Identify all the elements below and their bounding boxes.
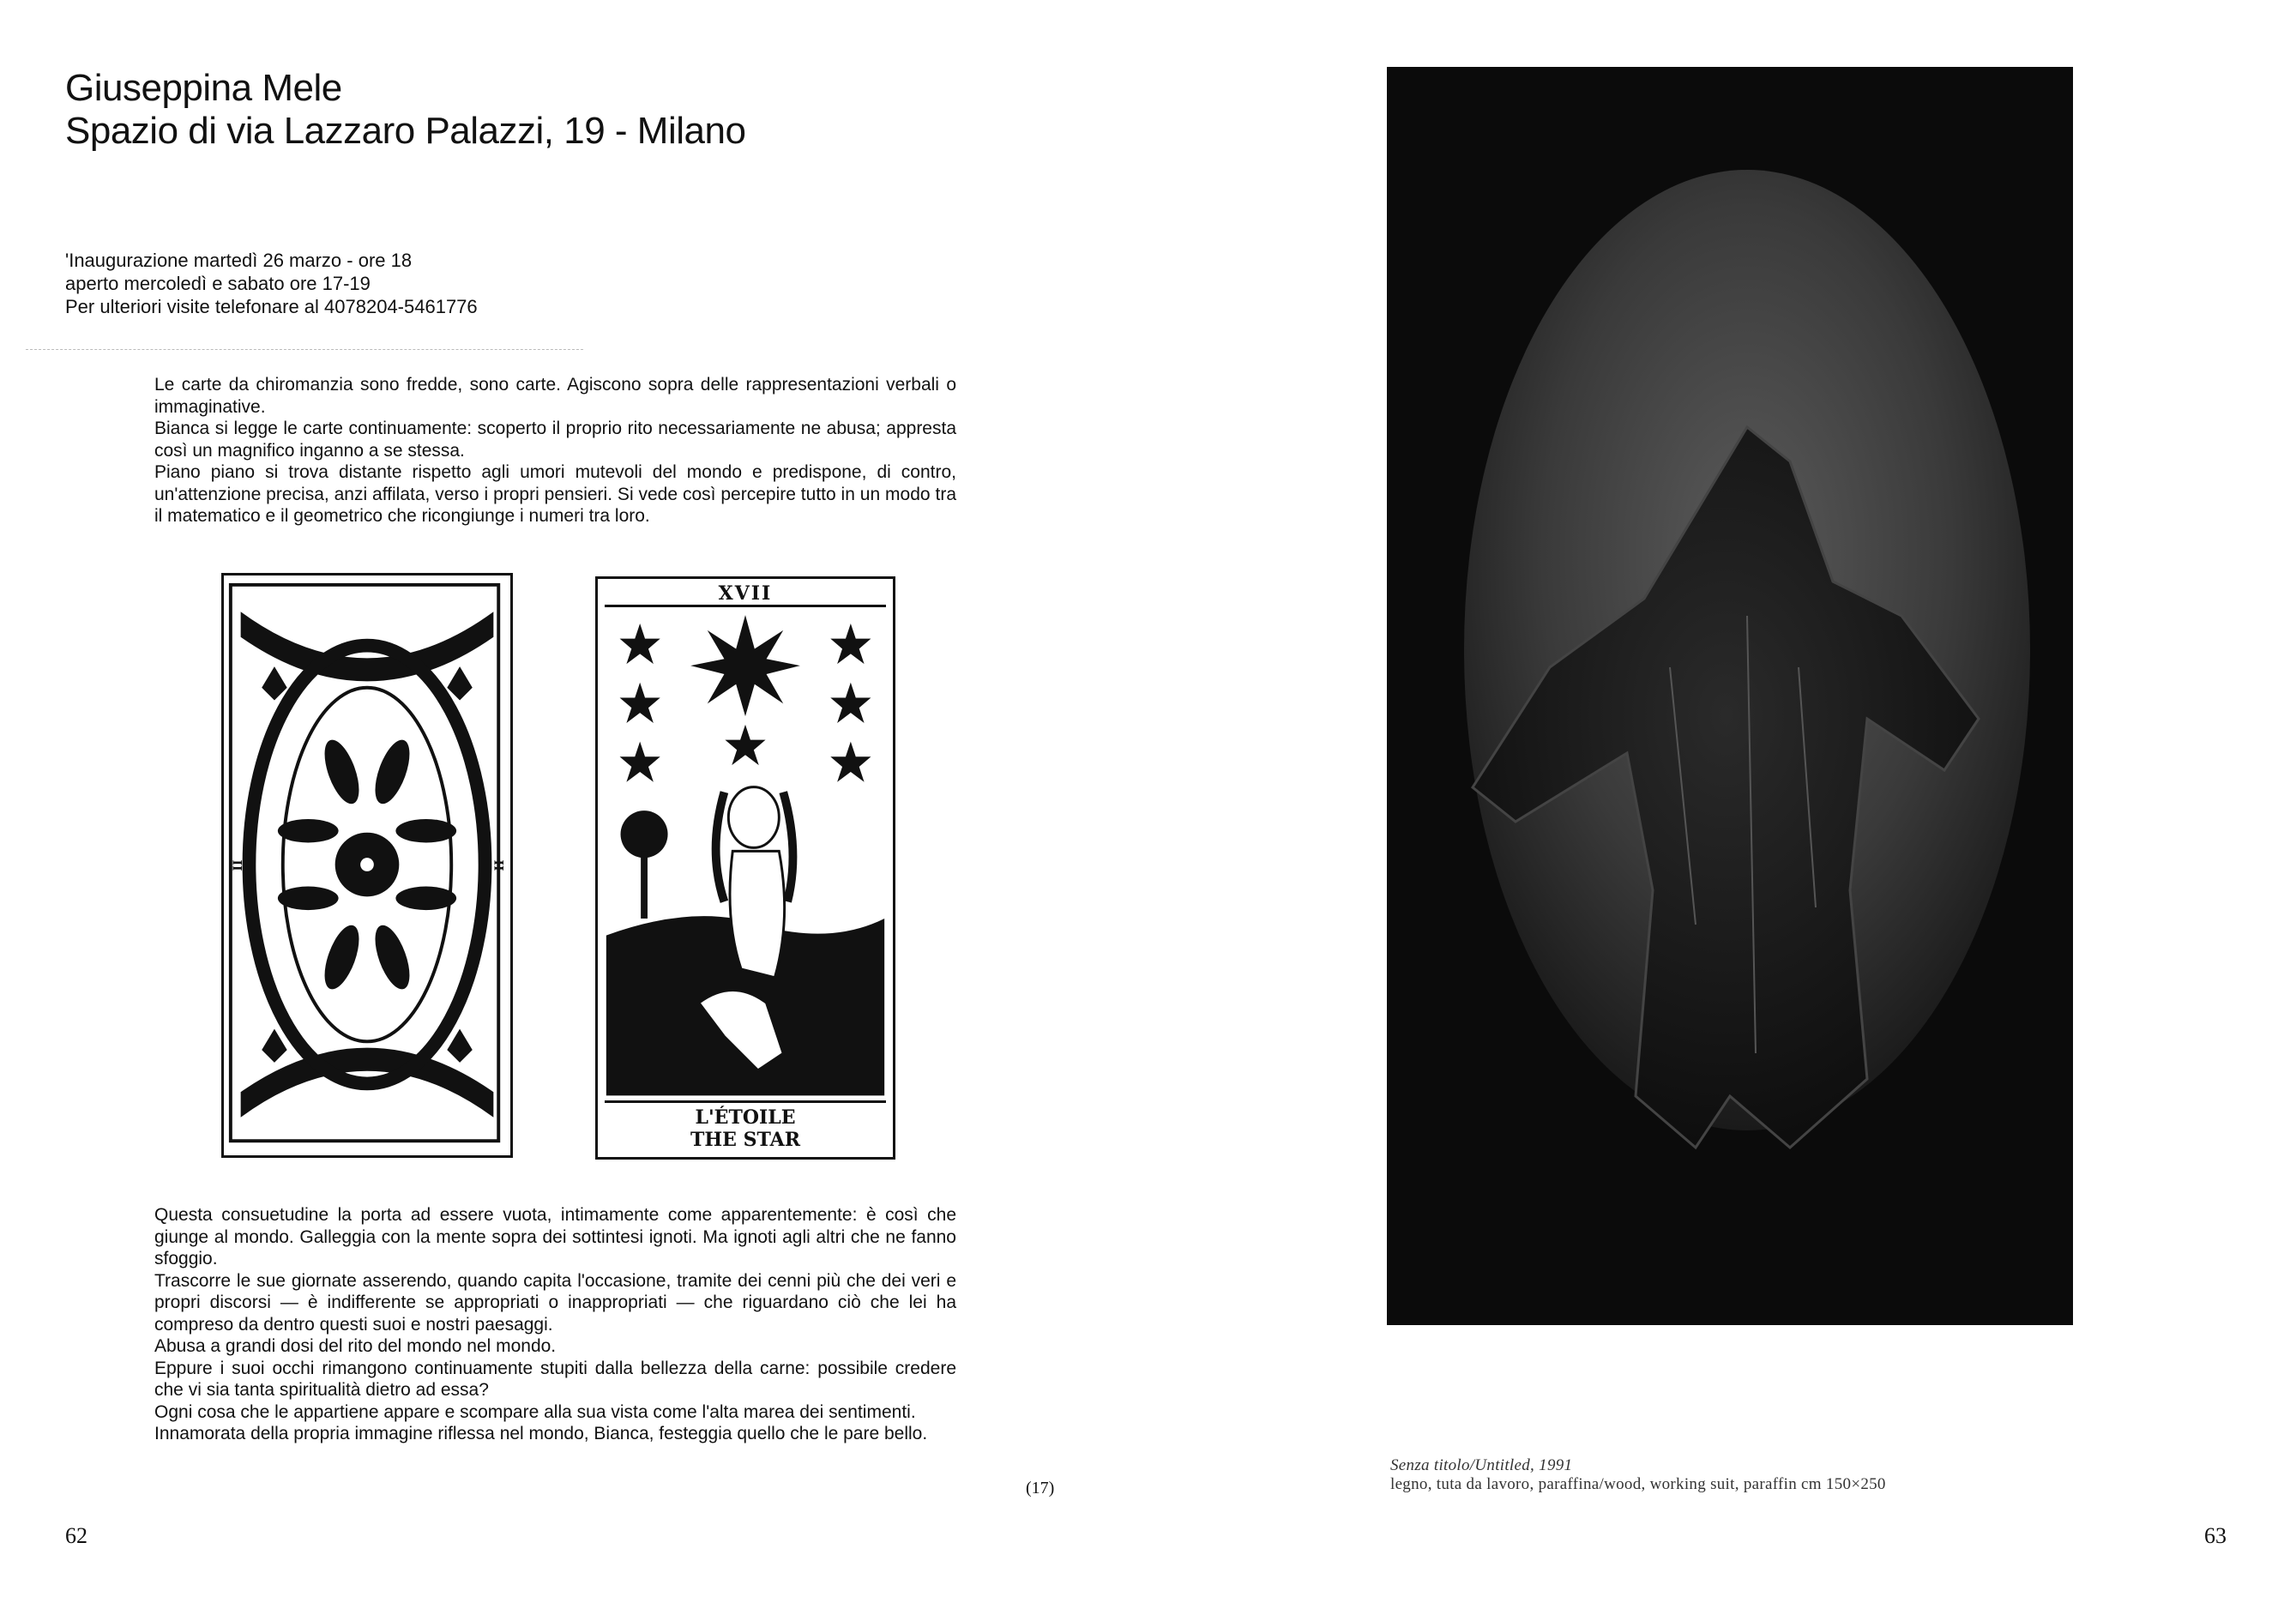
artist-name: Giuseppina Mele bbox=[65, 67, 342, 109]
body-paragraph: Eppure i suoi occhi rimangono continuamente stupiti dalla bellezza della carne: possibile credere che vi sia tanta spiritualità dietro ad essa? bbox=[154, 1358, 956, 1400]
right-page bbox=[1148, 0, 2296, 1621]
tarot-card-star bbox=[595, 576, 895, 1160]
intro-paragraph: Le carte da chiromanzia sono fredde, sono carte. Agiscono sopra delle rappresentazioni verbali o immaginative. bbox=[154, 375, 956, 417]
body-paragraph: Trascorre le sue giornate asserendo, quando capita l'occasione, tramite dei cenni più che dei veri e propri discorsi — è indifferente se appropriati o inappropriati — che riguardano ciò che lei ha compreso da dentro questi suoi e nostri paesaggi. bbox=[154, 1270, 956, 1335]
body-paragraph: Abusa a grandi dosi del rito del mondo nel mondo. bbox=[154, 1336, 557, 1356]
caption-materials: legno, tuta da lavoro, paraffina/wood, working suit, paraffin cm 150×250 bbox=[1390, 1475, 1886, 1493]
body-paragraph: Questa consuetudine la porta ad essere vuota, intimamente come apparentemente: è così che giunge al mondo. Galleggia con la mente sopra dei sottintesi ignoti. Ma ignoti agli altri che ne fanno sfoggio. bbox=[154, 1205, 956, 1268]
caption-title: Senza titolo/Untitled, 1991 bbox=[1390, 1456, 1573, 1474]
star-card-title bbox=[605, 1100, 886, 1154]
visit-phone: Per ulteriori visite telefonare al 4078204-5461776 bbox=[65, 296, 478, 317]
body-paragraph: Innamorata della propria immagine riflessa nel mondo, Bianca, festeggia quello che le pare bello. bbox=[154, 1424, 928, 1443]
card-back-numeral-right: II bbox=[491, 859, 505, 871]
star-card-number: XVII bbox=[605, 582, 886, 607]
tarot-card-back bbox=[221, 573, 513, 1158]
intro-paragraph: Piano piano si trova distante rispetto agli umori mutevoli del mondo e predispone, di contro, un'attenzione precisa, anzi affilata, verso i propri pensieri. Si vede così percepire tutto in un modo tra il matematico e il geometrico che ricongiunge i numeri tra loro. bbox=[154, 462, 956, 526]
venue-address: Spazio di via Lazzaro Palazzi, 19 - Milano bbox=[65, 110, 746, 152]
artwork-caption bbox=[1390, 1456, 1886, 1494]
opening-info bbox=[65, 249, 478, 318]
card-back-illustration bbox=[224, 575, 510, 1155]
main-text bbox=[154, 1204, 956, 1445]
intro-text bbox=[154, 374, 956, 527]
intro-paragraph: Bianca si legge le carte continuamente: scoperto il proprio rito necessariamente ne abusa; appresta così un magnifico inganno a se stessa. bbox=[154, 419, 956, 461]
star-card-name-en: THE STAR bbox=[690, 1129, 800, 1151]
divider-rule bbox=[26, 349, 583, 350]
artwork-illustration bbox=[1387, 67, 2073, 1325]
body-paragraph: Ogni cosa che le appartiene appare e scompare alla sua vista come l'alta marea dei sentimenti. bbox=[154, 1401, 916, 1422]
artwork-photo bbox=[1387, 67, 2073, 1325]
card-back-numeral-left: II bbox=[229, 859, 244, 871]
star-card-illustration bbox=[598, 579, 893, 1157]
exhibition-title bbox=[65, 67, 745, 153]
opening-hours: aperto mercoledì e sabato ore 17-19 bbox=[65, 273, 371, 294]
page-number-left: 62 bbox=[65, 1523, 87, 1548]
star-card-name-fr: L'ÉTOILE bbox=[695, 1106, 796, 1129]
page-number-right: 63 bbox=[2204, 1523, 2227, 1548]
opening-date: 'Inaugurazione martedì 26 marzo - ore 18 bbox=[65, 250, 413, 271]
plate-number: (17) bbox=[1026, 1479, 1055, 1497]
